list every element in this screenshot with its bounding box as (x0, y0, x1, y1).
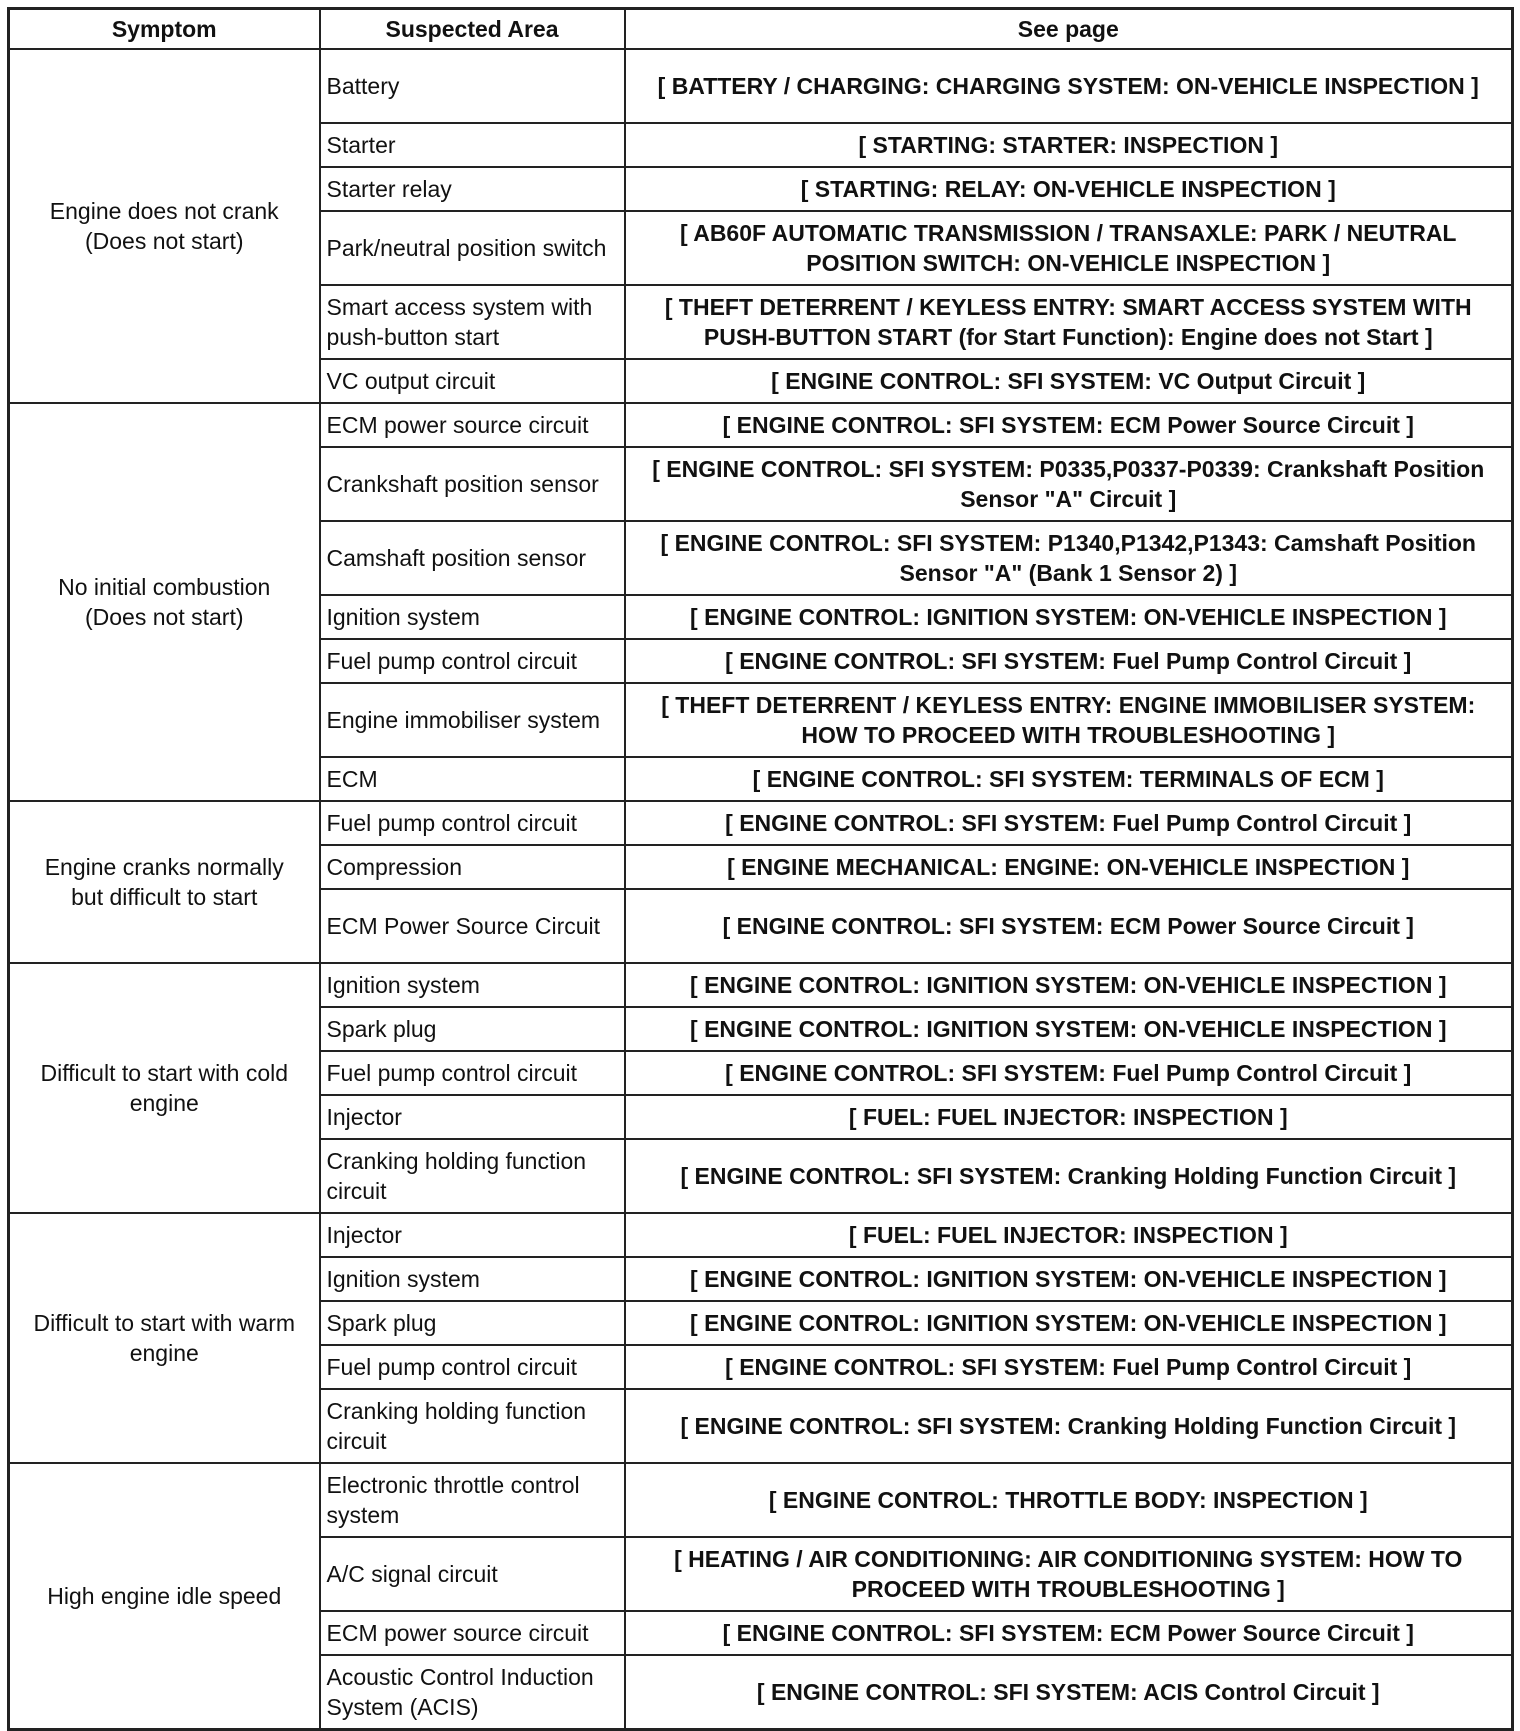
symptom-cell: Engine does not crank (Does not start) (9, 49, 320, 403)
see-page-reference: [ THEFT DETERRENT / KEYLESS ENTRY: ENGINE IMMOBILISER SYSTEM: HOW TO PROCEED WITH TROUBLESHOOTING ] (625, 683, 1513, 757)
suspected-area-cell: Ignition system (320, 963, 625, 1007)
suspected-area-cell: Park/neutral position switch (320, 211, 625, 285)
suspected-area-cell: Injector (320, 1095, 625, 1139)
see-page-reference: [ HEATING / AIR CONDITIONING: AIR CONDITIONING SYSTEM: HOW TO PROCEED WITH TROUBLESHOOTING ] (625, 1537, 1513, 1611)
troubleshooting-table (7, 7, 1514, 1731)
see-page-reference: [ ENGINE CONTROL: SFI SYSTEM: ECM Power Source Circuit ] (625, 403, 1513, 447)
see-page-reference: [ STARTING: STARTER: INSPECTION ] (625, 123, 1513, 167)
suspected-area-cell: Ignition system (320, 1257, 625, 1301)
see-page-reference: [ ENGINE CONTROL: IGNITION SYSTEM: ON-VEHICLE INSPECTION ] (625, 1007, 1513, 1051)
symptom-cell: No initial combustion (Does not start) (9, 403, 320, 801)
header-row (9, 9, 1513, 50)
suspected-area-cell: Engine immobiliser system (320, 683, 625, 757)
suspected-area-cell: ECM (320, 757, 625, 801)
table-row (9, 403, 1513, 447)
table-row (9, 801, 1513, 845)
header-suspected-area: Suspected Area (320, 9, 625, 50)
header-see-page: See page (625, 9, 1513, 50)
suspected-area-cell: A/C signal circuit (320, 1537, 625, 1611)
table-body (9, 49, 1513, 1730)
suspected-area-cell: Spark plug (320, 1301, 625, 1345)
suspected-area-cell: Cranking holding function circuit (320, 1139, 625, 1213)
suspected-area-cell: Compression (320, 845, 625, 889)
table-row (9, 963, 1513, 1007)
suspected-area-cell: VC output circuit (320, 359, 625, 403)
symptom-cell: Engine cranks normally but difficult to start (9, 801, 320, 963)
see-page-reference: [ ENGINE MECHANICAL: ENGINE: ON-VEHICLE INSPECTION ] (625, 845, 1513, 889)
see-page-reference: [ THEFT DETERRENT / KEYLESS ENTRY: SMART ACCESS SYSTEM WITH PUSH-BUTTON START (for Start Function): Engine does not Start ] (625, 285, 1513, 359)
header-symptom: Symptom (9, 9, 320, 50)
see-page-reference: [ ENGINE CONTROL: SFI SYSTEM: Cranking Holding Function Circuit ] (625, 1389, 1513, 1463)
suspected-area-cell: Fuel pump control circuit (320, 639, 625, 683)
see-page-reference: [ ENGINE CONTROL: SFI SYSTEM: P0335,P0337-P0339: Crankshaft Position Sensor "A" Circuit ] (625, 447, 1513, 521)
see-page-reference: [ FUEL: FUEL INJECTOR: INSPECTION ] (625, 1213, 1513, 1257)
suspected-area-cell: Cranking holding function circuit (320, 1389, 625, 1463)
see-page-reference: [ AB60F AUTOMATIC TRANSMISSION / TRANSAXLE: PARK / NEUTRAL POSITION SWITCH: ON-VEHICLE INSPECTION ] (625, 211, 1513, 285)
see-page-reference: [ ENGINE CONTROL: THROTTLE BODY: INSPECTION ] (625, 1463, 1513, 1537)
symptom-cell: High engine idle speed (9, 1463, 320, 1730)
suspected-area-cell: Starter relay (320, 167, 625, 211)
suspected-area-cell: Fuel pump control circuit (320, 1345, 625, 1389)
see-page-reference: [ ENGINE CONTROL: SFI SYSTEM: ECM Power Source Circuit ] (625, 1611, 1513, 1655)
see-page-reference: [ ENGINE CONTROL: IGNITION SYSTEM: ON-VEHICLE INSPECTION ] (625, 1301, 1513, 1345)
see-page-reference: [ ENGINE CONTROL: IGNITION SYSTEM: ON-VEHICLE INSPECTION ] (625, 1257, 1513, 1301)
table-row (9, 49, 1513, 123)
see-page-reference: [ ENGINE CONTROL: SFI SYSTEM: Fuel Pump Control Circuit ] (625, 801, 1513, 845)
document-page (7, 7, 1514, 1731)
see-page-reference: [ FUEL: FUEL INJECTOR: INSPECTION ] (625, 1095, 1513, 1139)
table-row (9, 1463, 1513, 1537)
see-page-reference: [ BATTERY / CHARGING: CHARGING SYSTEM: ON-VEHICLE INSPECTION ] (625, 49, 1513, 123)
suspected-area-cell: Camshaft position sensor (320, 521, 625, 595)
suspected-area-cell: ECM power source circuit (320, 403, 625, 447)
suspected-area-cell: ECM power source circuit (320, 1611, 625, 1655)
see-page-reference: [ STARTING: RELAY: ON-VEHICLE INSPECTION ] (625, 167, 1513, 211)
see-page-reference: [ ENGINE CONTROL: SFI SYSTEM: P1340,P1342,P1343: Camshaft Position Sensor "A" (Bank 1 Sensor 2) ] (625, 521, 1513, 595)
symptom-cell: Difficult to start with cold engine (9, 963, 320, 1213)
suspected-area-cell: Ignition system (320, 595, 625, 639)
symptom-cell: Difficult to start with warm engine (9, 1213, 320, 1463)
suspected-area-cell: Smart access system with push-button start (320, 285, 625, 359)
suspected-area-cell: Starter (320, 123, 625, 167)
see-page-reference: [ ENGINE CONTROL: SFI SYSTEM: TERMINALS OF ECM ] (625, 757, 1513, 801)
suspected-area-cell: Electronic throttle control system (320, 1463, 625, 1537)
see-page-reference: [ ENGINE CONTROL: SFI SYSTEM: ECM Power Source Circuit ] (625, 889, 1513, 963)
see-page-reference: [ ENGINE CONTROL: SFI SYSTEM: Fuel Pump Control Circuit ] (625, 1345, 1513, 1389)
see-page-reference: [ ENGINE CONTROL: SFI SYSTEM: ACIS Control Circuit ] (625, 1655, 1513, 1730)
see-page-reference: [ ENGINE CONTROL: SFI SYSTEM: Cranking Holding Function Circuit ] (625, 1139, 1513, 1213)
see-page-reference: [ ENGINE CONTROL: IGNITION SYSTEM: ON-VEHICLE INSPECTION ] (625, 595, 1513, 639)
suspected-area-cell: ECM Power Source Circuit (320, 889, 625, 963)
suspected-area-cell: Battery (320, 49, 625, 123)
suspected-area-cell: Fuel pump control circuit (320, 1051, 625, 1095)
suspected-area-cell: Acoustic Control Induction System (ACIS) (320, 1655, 625, 1730)
see-page-reference: [ ENGINE CONTROL: SFI SYSTEM: Fuel Pump Control Circuit ] (625, 1051, 1513, 1095)
see-page-reference: [ ENGINE CONTROL: IGNITION SYSTEM: ON-VEHICLE INSPECTION ] (625, 963, 1513, 1007)
suspected-area-cell: Spark plug (320, 1007, 625, 1051)
suspected-area-cell: Fuel pump control circuit (320, 801, 625, 845)
see-page-reference: [ ENGINE CONTROL: SFI SYSTEM: VC Output Circuit ] (625, 359, 1513, 403)
table-row (9, 1213, 1513, 1257)
suspected-area-cell: Crankshaft position sensor (320, 447, 625, 521)
suspected-area-cell: Injector (320, 1213, 625, 1257)
see-page-reference: [ ENGINE CONTROL: SFI SYSTEM: Fuel Pump Control Circuit ] (625, 639, 1513, 683)
